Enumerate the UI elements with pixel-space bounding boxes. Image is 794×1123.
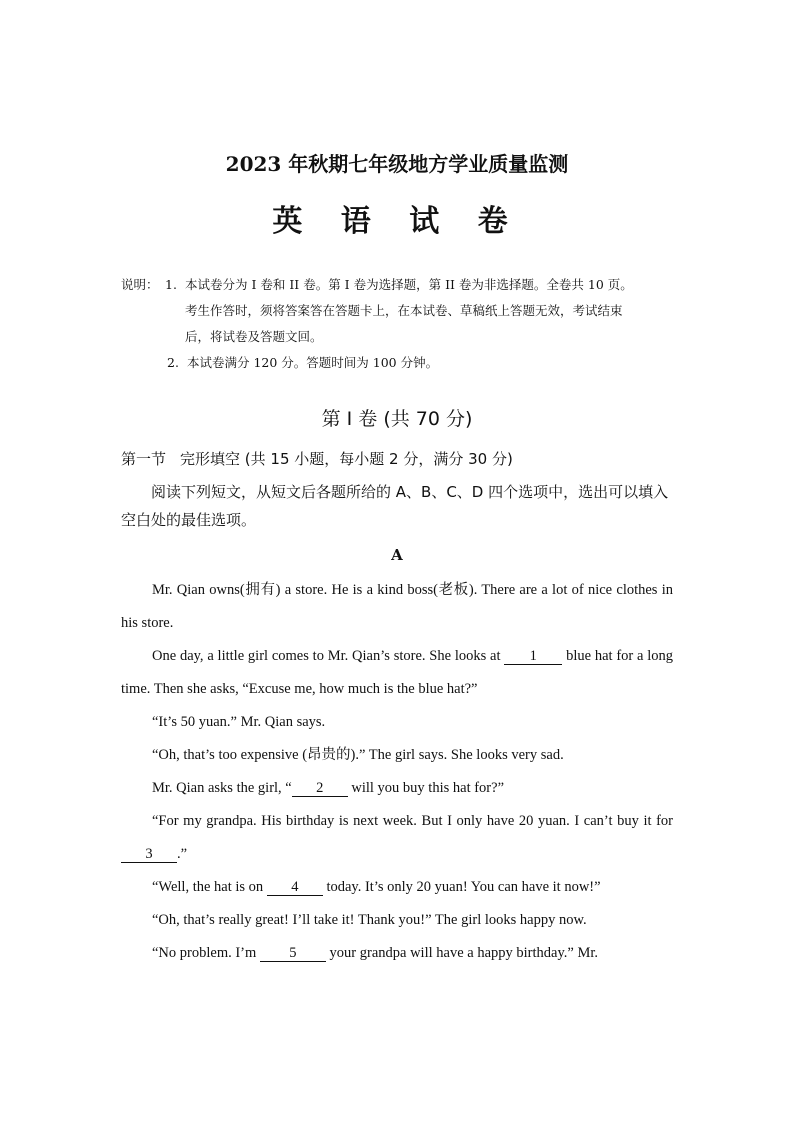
paragraph-text: today. It’s only 20 yuan! You can have it now!”: [326, 879, 601, 895]
paragraph-text: “For my grandpa. His birthday is next week. But I only have 20 yuan. I can’t buy it for: [152, 813, 673, 829]
section-heading: [121, 446, 681, 472]
paragraph-text: your grandpa will have a happy birthday.” Mr.: [329, 945, 598, 961]
blank-1: 1: [504, 648, 562, 665]
notes-label: 说明：: [121, 277, 159, 292]
paragraph: [121, 772, 673, 805]
paragraph: [121, 805, 673, 871]
note-1-line-3: 后，将试卷及答题文回。: [185, 329, 323, 344]
note-1-line-1: 本试卷分为 I 卷和 II 卷。第 I 卷为选择题，第 II 卷为非选择题。全卷共 10 页。: [185, 277, 633, 292]
paragraph: Mr. Qian owns(拥有) a store. He is a kind boss(老板). There are a lot of nice clothes in his store.: [121, 582, 673, 631]
section-title: 完形填空 (共 15 小题，每小题 2 分，满分 30 分): [180, 450, 513, 468]
section-name: 第一节: [121, 450, 167, 468]
paragraph: [121, 640, 673, 706]
paragraph-text: One day, a little girl comes to Mr. Qian’s store. She looks at: [152, 648, 501, 664]
paragraph-text: .”: [177, 846, 188, 862]
blank-4: 4: [267, 879, 323, 896]
note-number-1: 1.: [165, 277, 177, 292]
passage-label: A: [391, 546, 403, 564]
paragraph: [121, 937, 673, 970]
passage: [121, 574, 673, 970]
paragraph-text: will you buy this hat for?”: [351, 780, 505, 796]
paragraph-text: blue hat for a long time. Then she asks, “Excuse me, how much is the blue hat?”: [121, 648, 674, 697]
paragraph-text: “No problem. I’m: [152, 945, 257, 961]
note-1-line-2: 考生作答时，须将答案答在答题卡上，在本试卷、草稿纸上答题无效，考试结束: [185, 303, 623, 318]
subject-title: 英 语 试 卷: [272, 204, 522, 239]
paragraph: “Oh, that’s too expensive (昂贵的).” The girl says. She looks very sad.: [152, 747, 564, 763]
paragraph-text: Mr. Qian asks the girl, “: [152, 780, 292, 796]
blank-2: 2: [292, 780, 348, 797]
paragraph: “It’s 50 yuan.” Mr. Qian says.: [152, 714, 326, 730]
part-title: 第 I 卷 (共 70 分): [321, 408, 473, 430]
exam-title: 2023 年秋期七年级地方学业质量监测: [225, 152, 569, 176]
paragraph: “Oh, that’s really great! I’ll take it! Thank you!” The girl looks happy now.: [152, 912, 587, 928]
paragraph-text: “Well, the hat is on: [152, 879, 264, 895]
note-number-2: 2.: [167, 355, 179, 370]
blank-3: 3: [121, 846, 177, 863]
exam-notes: [121, 272, 691, 376]
section-instructions: 阅读下列短文，从短文后各题所给的 A、B、C、D 四个选项中，选出可以填入空白处的最佳选项。: [121, 483, 669, 529]
paragraph: [121, 871, 673, 904]
blank-5: 5: [260, 945, 326, 962]
note-2-text: 本试卷满分 120 分。答题时间为 100 分钟。: [187, 355, 439, 370]
